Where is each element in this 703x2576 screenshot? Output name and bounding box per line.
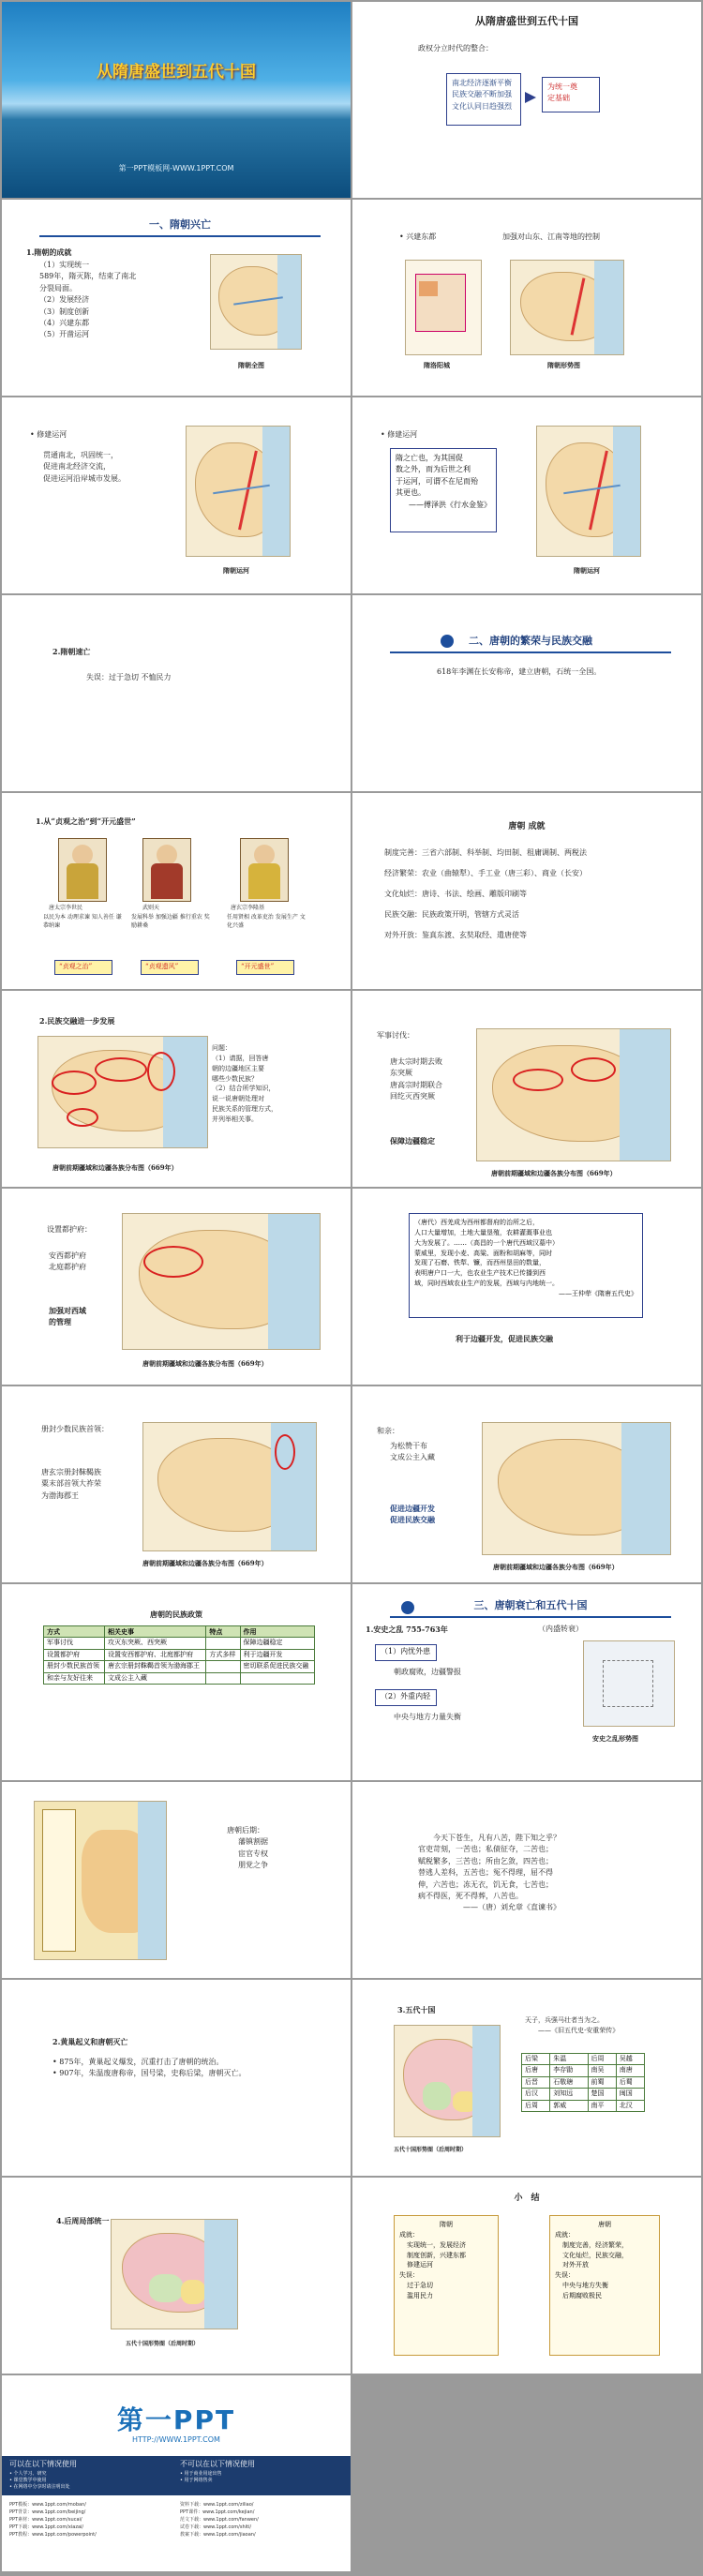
line: 问题：	[212, 1044, 232, 1052]
points	[390, 1056, 442, 1103]
cell: 南吴	[588, 2065, 616, 2076]
subheading	[366, 1624, 448, 1635]
line: 促进边疆开发	[390, 1504, 435, 1513]
summary-title: 小 结	[514, 2194, 540, 2203]
subhead: 1.安史之乱	[366, 1625, 404, 1634]
line: • 875年，黄巢起义爆发，沉重打击了唐朝的统治。	[52, 2058, 224, 2066]
bullet-text: • 修建运河	[381, 430, 418, 439]
slide-huangchao[interactable]	[2, 1980, 351, 2176]
line: 官吏苛刻，一苦也；私债征夺，二苦也；	[418, 1845, 553, 1854]
line: 唐太宗时期去败	[390, 1057, 442, 1066]
cell	[206, 1661, 240, 1672]
conclusion: 利于边疆开发，促进民族交融	[456, 1334, 553, 1343]
url-text: HTTP://WWW.1PPT.COM	[132, 2435, 220, 2444]
map-caption: 唐朝前期疆域和边疆各族分布图（669年）	[142, 1559, 268, 1567]
tang-map	[482, 1422, 671, 1555]
cell: 李存勖	[550, 2065, 588, 2076]
cell: 楚国	[588, 2089, 616, 2100]
line: 哪些少数民族？	[212, 1074, 258, 1083]
row-key: 经济繁荣：	[384, 869, 422, 877]
conclusion: 保障边疆稳定	[390, 1136, 435, 1146]
map-caption: 隋朝运河	[574, 566, 600, 575]
row-value: 民族政策开明，管辖方式灵活	[422, 910, 519, 919]
left-box	[446, 73, 521, 126]
subheading: 1.隋朝的成就	[26, 247, 72, 257]
line: 今天下苍生，凡有八苦，陛下知之乎？	[433, 1834, 561, 1842]
table-row	[44, 1638, 315, 1649]
map-caption: 唐朝前期疆域和边疆各族分布图（669年）	[142, 1359, 268, 1368]
line: 贯通南北，巩固统一，	[43, 451, 118, 459]
slide-sui-achievements[interactable]	[2, 200, 351, 396]
bullet-text: • 修建运河	[30, 430, 67, 439]
caption-luoyang: 隋洛阳城	[424, 361, 450, 369]
section-title: 三、唐朝衰亡和五代十国	[390, 1597, 671, 1618]
subheading: 4.后周局部统一	[56, 2216, 110, 2225]
item: （3）制度创新	[39, 307, 90, 316]
canal-map	[186, 426, 291, 557]
cell: 利于边疆开发	[240, 1649, 314, 1660]
link[interactable]: 试卷下载：www.1ppt.com/shiti/	[180, 2524, 252, 2530]
slide-summary[interactable]	[352, 2178, 701, 2374]
line: 宦官专权	[238, 1849, 268, 1858]
label: 册封少数民族首领：	[41, 1425, 109, 1433]
row-value: 鉴真东渡、玄奘取经、遣唐使等	[422, 931, 527, 939]
line: 中央与地方失衡	[562, 2282, 608, 2290]
line: 朝的边疆地区主要	[212, 1064, 264, 1072]
era-tag: “贞观遗风”	[141, 960, 199, 975]
sui-map	[210, 254, 302, 350]
cell: 设置安西都护府、北庭都护府	[105, 1649, 206, 1660]
item: 分裂局面。	[39, 283, 77, 292]
line: 失误：	[399, 2271, 419, 2280]
slide-ethnic-question[interactable]	[2, 991, 351, 1187]
slide-overview[interactable]	[352, 2, 701, 198]
achievement-row	[384, 889, 527, 900]
achievement-row	[384, 909, 519, 921]
line: 病不得医，死不得葬，八苦也。	[418, 1891, 523, 1900]
cell: 南平	[588, 2100, 616, 2111]
quote-line: 隋之亡也，为其国促	[396, 454, 463, 462]
question-text	[212, 1043, 277, 1125]
canal-map	[536, 426, 641, 557]
founding-text: 618年李渊在长安称帝，建立唐朝，石统一全国。	[437, 667, 602, 676]
line: （2）结合所学知识，	[212, 1085, 276, 1093]
chip: （2）外重内轻	[375, 1689, 437, 1706]
slide-five-dynasties[interactable]	[352, 1980, 701, 2176]
right-box	[542, 77, 600, 112]
title-text: 从隋唐盛世到五代十国	[97, 63, 256, 82]
quote	[525, 2015, 619, 2036]
map-caption: 唐朝前期疆域和边疆各族分布图（669年）	[491, 1169, 617, 1177]
chip: （1）内忧外患	[375, 1644, 437, 1661]
header-cell: 相关史事	[105, 1626, 206, 1638]
quote-box	[409, 1213, 643, 1318]
table-row	[44, 1661, 315, 1672]
line: 文成公主入藏	[390, 1453, 435, 1462]
cell: 石敬瑭	[550, 2076, 588, 2088]
subtitle-text: 第一PPT模板网-WWW.1PPT.COM	[118, 164, 234, 172]
slide-sui-fall[interactable]	[2, 595, 351, 791]
subheading: 3.五代十国	[397, 2005, 436, 2014]
cell: 后汉	[522, 2089, 550, 2100]
map-caption: 五代十国形势图（后周时期）	[394, 2147, 468, 2153]
item: （2）发展经济	[39, 295, 90, 305]
label: 军事讨伐：	[377, 1031, 414, 1040]
link[interactable]: PPT模板：www.1ppt.com/moban/	[9, 2502, 86, 2508]
achievement-row	[384, 930, 527, 941]
conclusion	[390, 1503, 435, 1526]
quote-line: 表明唐户口一大，也农业生产技术已传播到西	[414, 1269, 546, 1278]
label: 设置都护府：	[47, 1225, 92, 1234]
line: 修建运河	[407, 2261, 433, 2269]
slide-heqin[interactable]	[352, 1386, 701, 1582]
allowed-line: • 个人学习、研究	[9, 2471, 47, 2477]
line: 为松赞干布	[390, 1442, 427, 1450]
items-list	[39, 260, 136, 341]
slide-heading: 唐朝 成就	[508, 822, 546, 831]
dynasty-table	[521, 2053, 645, 2112]
slide-heading: 从隋唐盛世到五代十国	[475, 15, 578, 27]
quote-line: 人口大量增加，土地大量垦殖，农耕灌溉事业也	[414, 1228, 552, 1236]
line: 文化认同日趋强烈	[452, 101, 512, 111]
conclusion	[49, 1305, 86, 1328]
text: 朝政腐败，边疆警报	[394, 1668, 461, 1676]
line: 唐玄宗册封靺鞨族	[41, 1468, 101, 1476]
line: 回纥灭西突厥	[390, 1092, 435, 1101]
line: 唐高宗时期联合	[390, 1080, 442, 1089]
header-cell: 作用	[240, 1626, 314, 1638]
note: （内盛转衰）	[538, 1625, 583, 1633]
cell: 后周	[588, 2054, 616, 2065]
emperor-name: 唐太宗李世民	[49, 905, 83, 911]
cell: 攻灭东突厥、西突厥	[105, 1638, 206, 1649]
slide-canal-2[interactable]	[352, 397, 701, 593]
column-title: 唐朝	[598, 2221, 611, 2228]
slide-title[interactable]	[2, 2, 351, 198]
anshi-map	[583, 1640, 675, 1727]
item: 589年，隋灭陈，结束了南北	[39, 272, 137, 281]
sui-situation-map	[510, 260, 624, 355]
cell: 唐玄宗册封靺鞨首领为渤海郡王	[105, 1661, 206, 1672]
slide-eight-sufferings[interactable]	[352, 1782, 701, 1978]
cell	[206, 1672, 240, 1684]
line: 朋党之争	[238, 1861, 268, 1870]
link[interactable]: PPT教程：www.1ppt.com/powerpoint/	[9, 2532, 97, 2538]
slide-ad[interactable]	[2, 2375, 351, 2571]
subheading: 2.隋朝速亡	[52, 647, 91, 656]
row-key: 对外开放：	[384, 931, 422, 939]
summary-sui	[394, 2215, 499, 2356]
line: 定基础	[547, 94, 570, 103]
quote-box	[390, 448, 497, 532]
line: 滥用民力	[407, 2291, 433, 2299]
row-key: 文化灿烂：	[384, 890, 422, 898]
quote-line: 数之外，而为后世之利	[396, 465, 471, 474]
line: • 907年，朱温废唐称帝，国号梁，史称后梁，唐朝灭亡。	[52, 2069, 247, 2078]
table-row	[44, 1672, 315, 1684]
disallowed-title: 不可以在以下情况使用	[180, 2460, 255, 2468]
cell: 后周	[522, 2100, 550, 2111]
cell: 文成公主入藏	[105, 1672, 206, 1684]
link[interactable]: PPT素材：www.1ppt.com/sucai/	[9, 2517, 82, 2523]
points	[390, 1441, 435, 1464]
row-key: 民族交融：	[384, 910, 422, 919]
quote-line: 发现了石磨、铁犁、镰，而西州垦田的数量，	[414, 1259, 546, 1267]
slide-policy-table[interactable]	[2, 1584, 351, 1780]
arrow-icon	[525, 92, 536, 103]
allowed-title: 可以在以下情况使用	[9, 2460, 77, 2468]
cell: 北汉	[616, 2100, 644, 2111]
line: 北庭都护府	[49, 1263, 86, 1272]
line: 文化灿烂，民族交融，	[562, 2251, 628, 2259]
emperor-desc: 发展科举 加强边疆 推行重农 奖励耕桑	[131, 914, 210, 930]
line: 过于急切	[407, 2282, 433, 2290]
table-row	[522, 2054, 645, 2065]
row-key: 制度完善：	[384, 848, 422, 857]
text: 中央与地方力量失衡	[394, 1713, 461, 1721]
canal-effects	[43, 450, 126, 485]
line: 成就：	[399, 2230, 419, 2239]
achievement-row	[384, 847, 587, 859]
line: 藩镇割据	[238, 1837, 268, 1847]
cell: 后蜀	[616, 2076, 644, 2088]
years: 755-763年	[406, 1625, 448, 1634]
allowed-line: • 在网络中分享时请注明出处	[9, 2484, 70, 2490]
subheading: 2.民族交融进一步发展	[39, 1016, 115, 1026]
line: 失误：	[555, 2271, 575, 2280]
quote-line: 其更也。	[396, 488, 426, 498]
era-tag: “贞观之治”	[54, 960, 112, 975]
line: 安西都护府	[49, 1251, 86, 1260]
cell: 和亲与友好往来	[44, 1672, 105, 1684]
cell: 郭威	[550, 2100, 588, 2111]
quote-source: ——（唐）刘允章《直谏书》	[463, 1903, 561, 1912]
failure-text: 失误：过于急切 不恤民力	[86, 673, 172, 681]
map-caption: 唐朝前期疆域和边疆各族分布图（669年）	[52, 1163, 178, 1172]
disallowed-line: • 用于商业用途出售	[180, 2471, 222, 2477]
line: 伸，六苦也；冻无衣，饥无食，七苦也；	[418, 1880, 553, 1889]
row-value: 三省六部制、科举制、均田制、租庸调制、两税法	[422, 848, 587, 857]
line: 的管理	[49, 1317, 71, 1327]
line: 唐朝后期：	[227, 1826, 264, 1835]
slide-tang-achievements[interactable]	[352, 793, 701, 989]
item: （1）实现统一	[39, 261, 90, 269]
table-row	[522, 2100, 645, 2111]
line: 为统一奠	[547, 82, 577, 91]
link[interactable]: 范文下载：www.1ppt.com/fanwen/	[180, 2517, 259, 2523]
link[interactable]: PPT背景：www.1ppt.com/beijing/	[9, 2509, 86, 2515]
tang-map	[37, 1036, 208, 1148]
quote-source: ——王仲荦《隋唐五代史》	[559, 1289, 637, 1297]
emperor-name: 武则天	[142, 905, 160, 911]
slide-tang-section[interactable]	[352, 595, 701, 791]
control-text: 加强对山东、江南等地的控制	[502, 232, 600, 241]
quote-line: 于运河，可谓不在尼而殆	[396, 476, 478, 486]
cell: 后梁	[522, 2054, 550, 2065]
slide-tang-emperors[interactable]	[2, 793, 351, 989]
line: （1）请据，回答唐	[212, 1054, 269, 1062]
achievement-row	[384, 868, 587, 879]
line: 说一说唐朝处理对	[212, 1095, 264, 1103]
emperor-desc: 以民为本 动理求谏 知人善任 谦恭纳谏	[43, 914, 122, 930]
header-cell: 方式	[44, 1626, 105, 1638]
tang-map	[122, 1213, 321, 1350]
emperor-desc: 任用贤相 改革吏治 发展生产 文化兴盛	[227, 914, 306, 930]
policy-table	[43, 1625, 315, 1685]
line: 加强对西域	[49, 1306, 86, 1315]
map-caption: 隋朝运河	[223, 566, 249, 575]
intro-text: 政权分立时代的整合：	[418, 44, 493, 52]
map-caption: 隋朝全图	[238, 361, 264, 369]
portrait-wuzetian	[142, 838, 191, 902]
cell: 后晋	[522, 2076, 550, 2088]
line: 后期腐败极民	[562, 2291, 602, 2299]
points	[41, 1467, 101, 1502]
link[interactable]: 教案下载：www.1ppt.com/jiaoan/	[180, 2532, 256, 2538]
row-value: 唐诗、书法、绘画、雕版印刷等	[422, 890, 527, 898]
caption-situation: 隋朝形势图	[547, 361, 580, 369]
table-row	[522, 2076, 645, 2088]
points	[52, 2057, 247, 2080]
slide-late-tang[interactable]	[2, 1782, 351, 1978]
ppt-logo: 第一PPT	[116, 2404, 236, 2435]
subheading: 1.从“贞观之治”到“开元盛世”	[36, 816, 136, 826]
cell: 军事讨伐	[44, 1638, 105, 1649]
map-caption: 五代十国形势图（后周时期）	[126, 2341, 200, 2347]
tang-map	[142, 1422, 317, 1551]
line: 民族关系的管理方式，	[212, 1105, 277, 1114]
late-tang-map	[34, 1801, 167, 1960]
cell: 刘知远	[550, 2089, 588, 2100]
era-tag: “开元盛世”	[236, 960, 294, 975]
emperor-name: 唐玄宗李隆基	[231, 905, 265, 911]
quote	[418, 1833, 561, 1914]
cell: 设置都护府	[44, 1649, 105, 1660]
slide-canal-1[interactable]	[2, 397, 351, 593]
points	[49, 1251, 86, 1274]
table-row	[522, 2065, 645, 2076]
cell: 前蜀	[588, 2076, 616, 2088]
later-zhou-map	[111, 2219, 238, 2329]
line: 促进运河沿岸城市发展。	[43, 473, 126, 483]
table-row	[44, 1649, 315, 1660]
cell: 方式多样	[206, 1649, 240, 1660]
section-title: 二、唐朝的繁荣与民族交融	[390, 633, 671, 653]
map-caption: 安史之乱形势图	[592, 1734, 638, 1743]
subheading: 2.黄巢起义和唐朝灭亡	[52, 2037, 128, 2046]
line: 促进民族交融	[390, 1515, 435, 1525]
slide-anshi-rebellion[interactable]	[352, 1584, 701, 1780]
portrait-taizong	[58, 838, 107, 902]
slide-enfeoffment[interactable]	[2, 1386, 351, 1582]
line: 制度完善，经济繁荣，	[562, 2240, 628, 2249]
late-tang-text	[227, 1825, 268, 1872]
cell: 吴越	[616, 2054, 644, 2065]
cell: 册封少数民族首领	[44, 1661, 105, 1672]
links-right	[180, 2501, 259, 2539]
info-panel	[2, 2456, 351, 2495]
five-dynasties-map	[394, 2025, 501, 2137]
cell: 朱温	[550, 2054, 588, 2065]
cell	[206, 1638, 240, 1649]
quote-line: （唐代）西羌成为西州都督府的治所之后，	[414, 1219, 539, 1226]
cell	[240, 1672, 314, 1684]
section-title: 一、隋朝兴亡	[39, 217, 321, 237]
portrait-xuanzong	[240, 838, 289, 902]
link[interactable]: 资料下载：www.1ppt.com/ziliao/	[180, 2502, 254, 2508]
header-cell: 特点	[206, 1626, 240, 1638]
line: 赋税繁多，三苦也；所由乞敛，四苦也；	[418, 1856, 553, 1865]
item: （5）开凿运河	[39, 330, 90, 339]
table-title: 唐朝的民族政策	[150, 1610, 202, 1619]
cell: 后唐	[522, 2065, 550, 2076]
luoyang-map	[405, 260, 482, 355]
row-value: 农业（曲辕犁）、手工业（唐三彩）、商业（长安）	[422, 869, 587, 877]
links-left	[9, 2501, 97, 2539]
bullet-text: • 兴建东都	[399, 232, 437, 241]
line: 促进南北经济交流，	[43, 462, 111, 472]
table-row	[522, 2089, 645, 2100]
line: 成就：	[555, 2230, 575, 2239]
line: 天子，兵强马壮者当为之。	[525, 2016, 604, 2024]
column-title: 隋朝	[440, 2221, 453, 2228]
line: 东突厥	[390, 1069, 412, 1078]
disallowed-line: • 用于网络售卖	[180, 2478, 213, 2483]
cell: 闽国	[616, 2089, 644, 2100]
cell: 南唐	[616, 2065, 644, 2076]
tang-map	[476, 1028, 671, 1161]
allowed-line: • 课堂教学中使用	[9, 2478, 47, 2483]
slide-military[interactable]	[352, 991, 701, 1187]
map-caption: 唐朝前期疆域和边疆各族分布图（669年）	[493, 1563, 619, 1571]
line: 对外开放	[562, 2261, 589, 2269]
line: ——《旧五代史·安重荣传》	[538, 2026, 620, 2034]
slide-eastern-capital[interactable]	[352, 200, 701, 396]
line: 民族交融不断加强	[452, 90, 512, 99]
line: 粟末部首领大祚荣	[41, 1479, 101, 1489]
line: 南北经济逐渐平衡	[452, 79, 512, 87]
line: 并列举相关事。	[212, 1115, 258, 1123]
link[interactable]: PPT下载：www.1ppt.com/xiazai/	[9, 2524, 84, 2530]
label: 和亲：	[377, 1427, 399, 1435]
slide-protectorates[interactable]	[2, 1189, 351, 1385]
line: 替逃人差科，五苦也；冤不得理，屈不得	[418, 1868, 553, 1878]
slide-western-regions[interactable]	[352, 1189, 701, 1385]
quote-line: 蒙威里，发现小麦、高粱、面粉和胡麻等，同时	[414, 1249, 552, 1257]
link[interactable]: PPT课件：www.1ppt.com/kejian/	[180, 2509, 255, 2515]
quote-line: 域，同时西域农业生产的发展，西域与内地统一。	[414, 1280, 559, 1288]
line: 制度创新，兴建东都	[407, 2251, 466, 2259]
quote-source: ——傅泽洪《行水金鉴》	[409, 500, 491, 509]
quote-line: 大为发展了。……（高昌的一个唐代西域汉墓中）	[414, 1238, 559, 1247]
line: 为渤海郡王	[41, 1490, 79, 1500]
summary-tang	[549, 2215, 660, 2356]
cell: 保障边疆稳定	[240, 1638, 314, 1649]
slide-later-zhou[interactable]	[2, 2178, 351, 2374]
cell: 密切联系促进民族交融	[240, 1661, 314, 1672]
item: （4）兴建东都	[39, 318, 90, 327]
line: 实现统一，发展经济	[407, 2240, 466, 2249]
